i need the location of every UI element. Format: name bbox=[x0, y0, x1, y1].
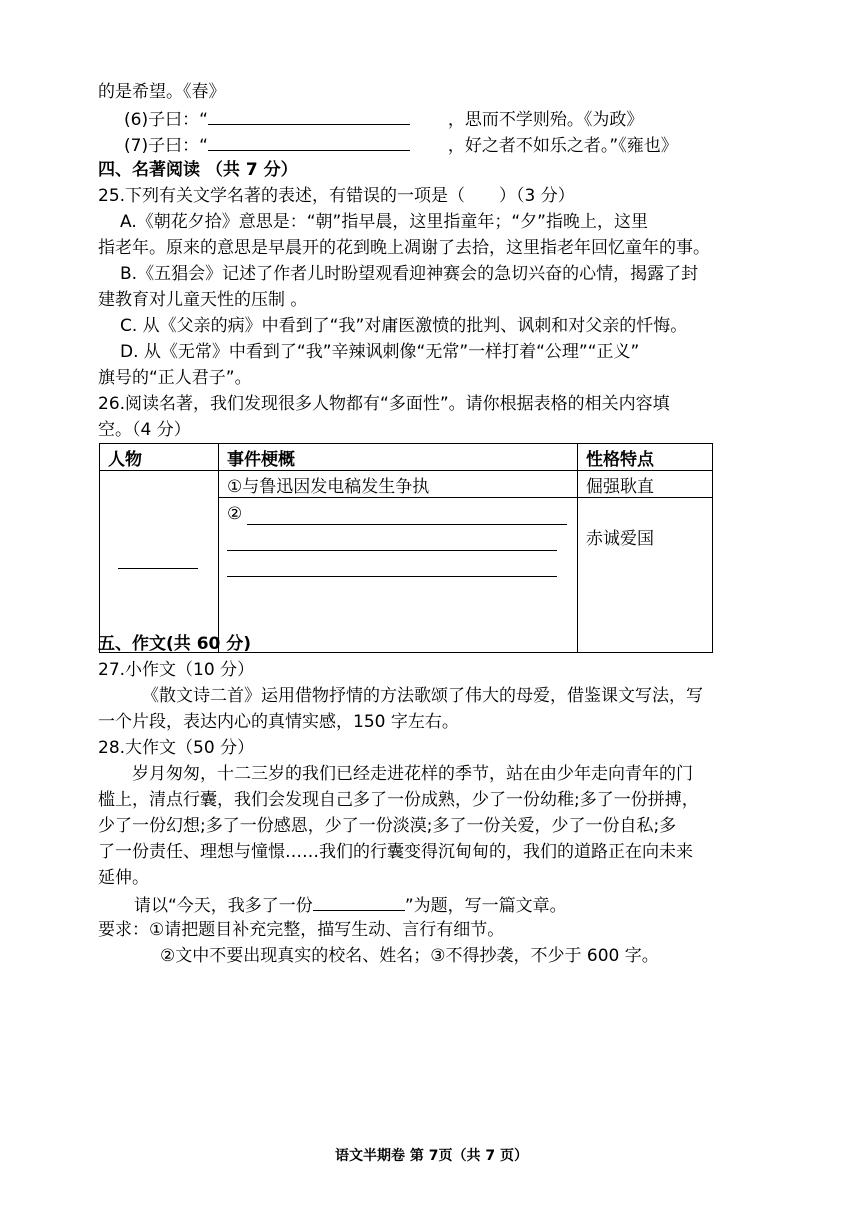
blank-field[interactable] bbox=[227, 576, 557, 577]
col-header-trait: 性格特点 bbox=[578, 444, 713, 471]
event-fill-cell bbox=[219, 498, 578, 653]
question-25: 25.下列有关文学名著的表述，有错误的一项是（ ）（3 分） bbox=[98, 186, 575, 206]
option-a-cont: 指老年。原来的意思是早晨开的花到晚上凋谢了去拾，这里指老年回忆童年的事。 bbox=[98, 238, 710, 258]
text: (7)子曰：“ bbox=[124, 136, 208, 156]
trait-cell: 赤诚爱国 bbox=[578, 498, 713, 653]
option-b: B.《五猖会》记述了作者儿时盼望观看迎神赛会的急切兴奋的心情，揭露了封 bbox=[120, 264, 699, 284]
paragraph: 《散文诗二首》运用借物抒情的方法歌颂了伟大的母爱，借鉴课文写法，写 bbox=[142, 686, 703, 706]
blank-field[interactable] bbox=[208, 132, 410, 151]
text-line: 的是希望。《春》 bbox=[98, 82, 226, 102]
paragraph: 岁月匆匆，十二三岁的我们已经走进花样的季节，站在由少年走向青年的门 bbox=[132, 764, 693, 784]
requirements: ②文中不要出现真实的校名、姓名；③不得抄袭，不少于 600 字。 bbox=[160, 946, 659, 966]
option-b-cont: 建教育对儿童天性的压制 。 bbox=[98, 290, 308, 310]
blank-field[interactable] bbox=[208, 106, 410, 125]
col-header-person: 人物 bbox=[100, 444, 219, 471]
poem-fill-7 bbox=[124, 132, 678, 158]
section-heading: 四、名著阅读 （共 7 分） bbox=[98, 160, 298, 180]
paragraph: 槛上，清点行囊，我们会发现自己多了一份成熟，少了一份幼稚;多了一份拼搏， bbox=[98, 790, 699, 810]
question-28: 28.大作文（50 分） bbox=[98, 738, 255, 758]
question-26-cont: 空。（4 分） bbox=[98, 420, 191, 440]
character-table bbox=[99, 443, 713, 653]
paragraph: 延伸。 bbox=[98, 868, 149, 888]
blank-field[interactable] bbox=[247, 524, 567, 525]
text: ”为题，写一篇文章。 bbox=[404, 896, 567, 916]
option-d: D. 从《无常》中看到了“我”辛辣讽刺像“无常”一样打着“公理”“正义” bbox=[120, 342, 640, 362]
essay-title-line bbox=[134, 892, 567, 918]
question-26: 26.阅读名著，我们发现很多人物都有“多面性”。请你根据表格的相关内容填 bbox=[98, 394, 670, 414]
trait-cell: 倔强耿直 bbox=[578, 471, 713, 498]
option-a: A.《朝花夕拾》意思是：“朝”指早晨，这里指童年；“夕”指晚上，这里 bbox=[120, 212, 648, 232]
page-footer: 语文半期卷 第 7页（共 7 页） bbox=[335, 1148, 528, 1164]
requirements: 要求：①请把题目补充完整，描写生动、言行有细节。 bbox=[98, 920, 505, 940]
text: ，好之者不如乐之者。”《雍也》 bbox=[447, 136, 678, 156]
section-heading: 五、作文(共 60 分) bbox=[98, 634, 252, 654]
paragraph: 了一份责任、理想与憧憬……我们的行囊变得沉甸甸的，我们的道路正在向未来 bbox=[98, 842, 693, 862]
paragraph: 一个片段，表达内心的真情实感，150 字左右。 bbox=[98, 712, 459, 732]
event-cell: ①与鲁迅因发电稿发生争执 bbox=[219, 471, 578, 498]
person-cell bbox=[100, 471, 219, 653]
poem-fill-6 bbox=[124, 106, 643, 132]
option-d-cont: 旗号的“正人君子”。 bbox=[98, 368, 252, 388]
text: 请以“今天，我多了一份 bbox=[134, 896, 313, 916]
option-c: C. 从《父亲的病》中看到了“我”对庸医激愤的批判、讽刺和对父亲的忏悔。 bbox=[120, 316, 688, 336]
paragraph: 少了一份幻想;多了一份感恩，少了一份淡漠;多了一份关爱，少了一份自私;多 bbox=[98, 816, 677, 836]
marker: ② bbox=[227, 504, 243, 524]
question-27: 27.小作文（10 分） bbox=[98, 660, 255, 680]
blank-field[interactable] bbox=[227, 550, 557, 551]
text: (6)子曰：“ bbox=[124, 110, 208, 130]
text: ，思而不学则殆。《为政》 bbox=[447, 110, 644, 130]
col-header-event: 事件梗概 bbox=[219, 444, 578, 471]
blank-field[interactable] bbox=[118, 550, 198, 569]
blank-field[interactable] bbox=[313, 892, 405, 911]
